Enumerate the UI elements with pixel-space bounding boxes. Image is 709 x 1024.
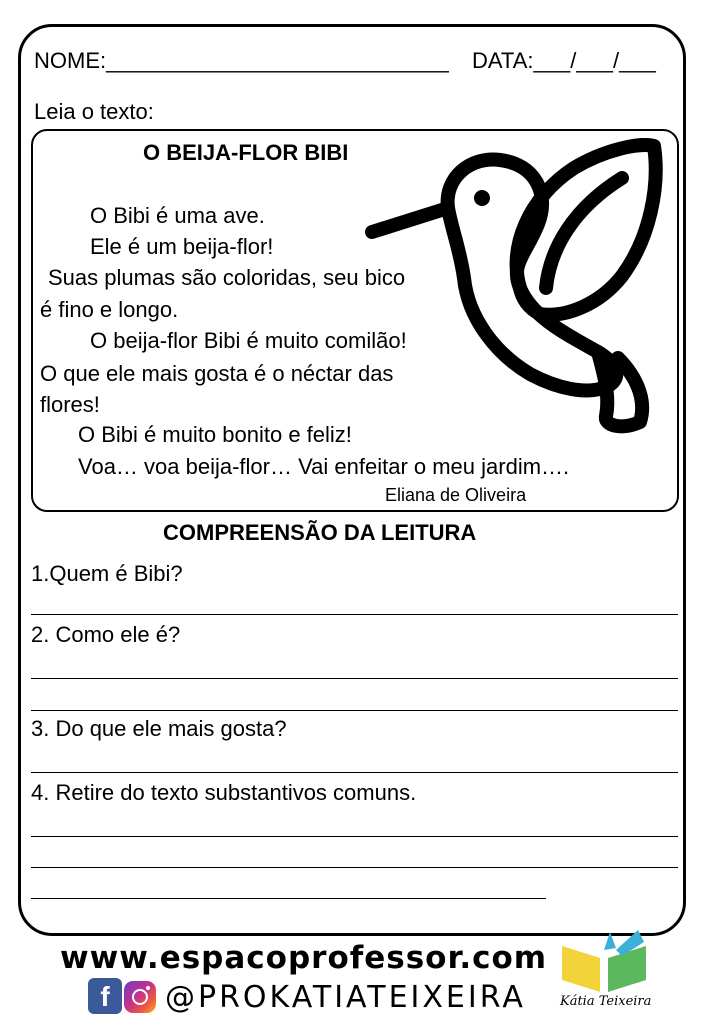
- name-field-label: NOME:____________________________: [34, 48, 449, 73]
- answer-line[interactable]: [31, 710, 678, 711]
- story-line: é fino e longo.: [40, 297, 179, 322]
- answer-line[interactable]: [31, 678, 678, 679]
- story-line: Ele é um beija-flor!: [90, 234, 274, 259]
- website-url[interactable]: www.espacoprofessor.com: [60, 940, 548, 976]
- story-line: Suas plumas são coloridas, seu bico: [48, 265, 406, 290]
- question-1: 1.Quem é Bibi?: [31, 561, 183, 586]
- hummingbird-icon: [360, 138, 670, 438]
- answer-line[interactable]: [31, 772, 678, 773]
- question-3: 3. Do que ele mais gosta?: [31, 716, 287, 741]
- book-logo-icon: [558, 928, 650, 994]
- story-line: O Bibi é muito bonito e feliz!: [78, 422, 352, 447]
- facebook-icon[interactable]: f: [88, 978, 122, 1014]
- story-line: flores!: [40, 392, 100, 417]
- answer-line[interactable]: [31, 836, 678, 837]
- comprehension-title: COMPREENSÃO DA LEITURA: [163, 520, 477, 545]
- story-author: Eliana de Oliveira: [385, 485, 527, 505]
- story-line: O beija-flor Bibi é muito comilão!: [90, 328, 407, 353]
- story-line: O que ele mais gosta é o néctar das: [40, 361, 394, 386]
- story-line: Voa… voa beija-flor… Vai enfeitar o meu jardim….: [78, 454, 570, 479]
- reading-instruction: Leia o texto:: [34, 99, 154, 124]
- answer-line[interactable]: [31, 867, 678, 868]
- answer-line[interactable]: [31, 614, 678, 615]
- instagram-icon[interactable]: [124, 981, 156, 1013]
- answer-line[interactable]: [31, 898, 546, 899]
- social-handle[interactable]: @PROKATIATEIXEIRA: [165, 980, 526, 1015]
- story-line: O Bibi é uma ave.: [90, 203, 265, 228]
- question-4: 4. Retire do texto substantivos comuns.: [31, 780, 417, 805]
- brand-name: Kátia Teixeira: [560, 994, 652, 1009]
- date-field-label: DATA:___/___/___: [472, 48, 656, 73]
- story-title: O BEIJA-FLOR BIBI: [143, 140, 349, 165]
- question-2: 2. Como ele é?: [31, 622, 181, 647]
